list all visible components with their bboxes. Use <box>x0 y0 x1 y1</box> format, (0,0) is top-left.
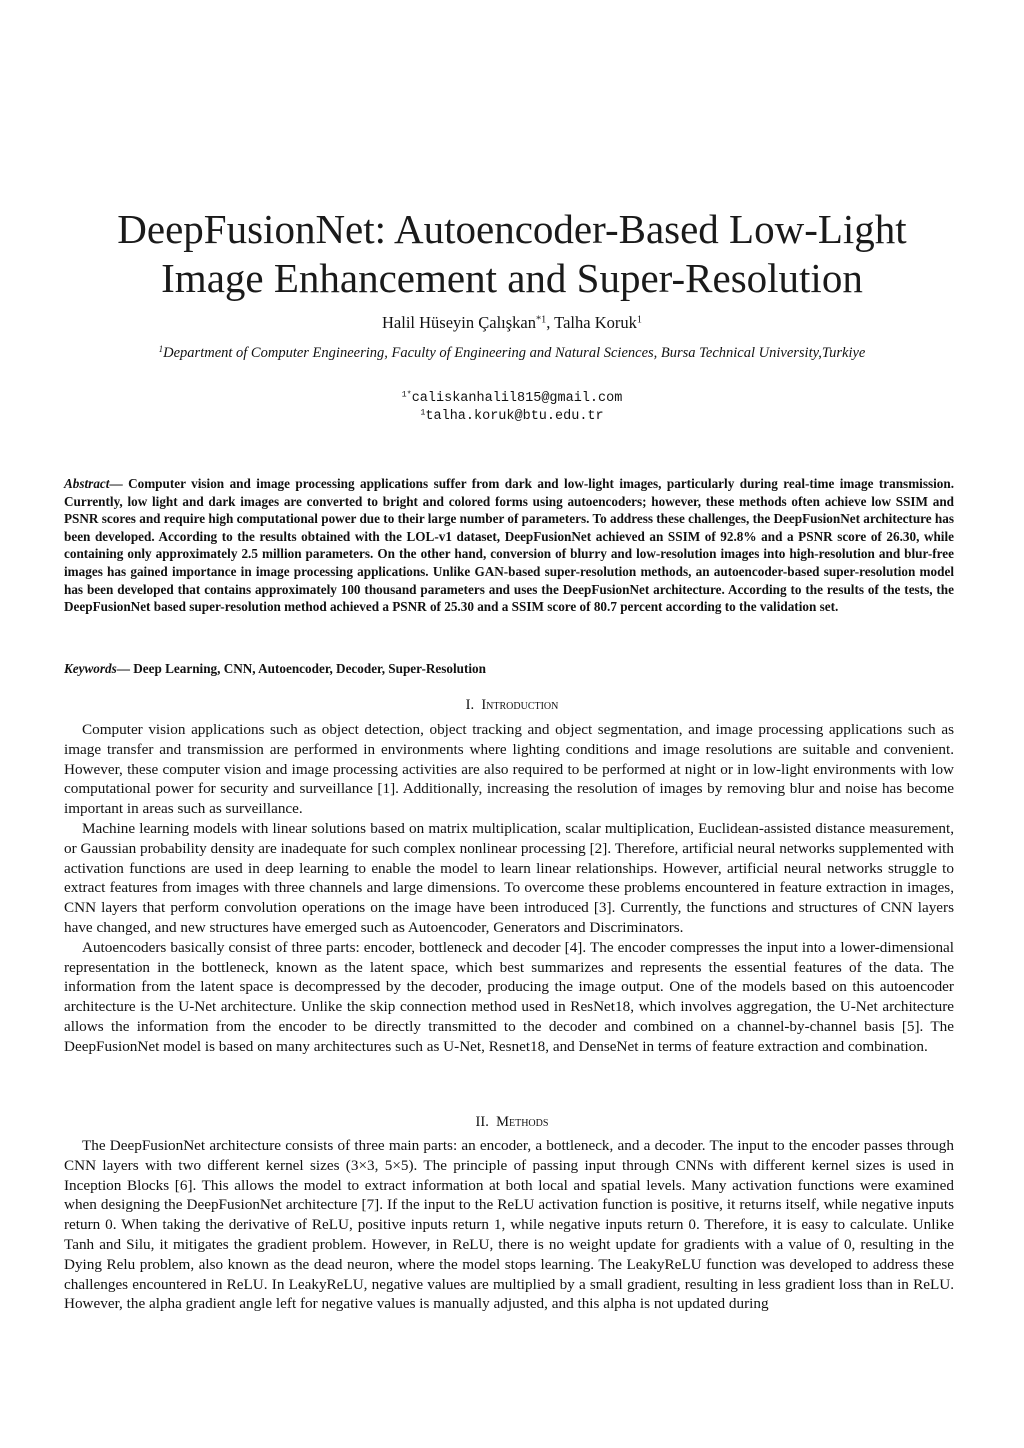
abstract <box>64 475 954 616</box>
email-address: talha.koruk@btu.edu.tr <box>425 409 604 424</box>
email-line <box>0 390 1024 408</box>
abstract-dash: — <box>109 476 129 491</box>
paragraph: The DeepFusionNet architecture consists of three main parts: an encoder, a bottleneck, and a decoder. The input to the encoder passes through CNN layers with two different kernel sizes (3×3, 5×5). The principle of passing input through CNNs with different kernel sizes is used in Inception Blocks [6]. This allows the model to extract information at both local and spatial levels. Many activation functions were examined when designing the DeepFusionNet architecture [7]. If the input to the ReLU activation function is positive, it returns itself, while negative inputs return 0. When taking the derivative of ReLU, positive inputs return 1, while negative inputs return 0. Therefore, it is easy to calculate. Unlike Tanh and Silu, it mitigates the gradient problem. However, in ReLU, there is no weight update for gradients with a value of 0, resulting in the Dying Relu problem, also known as the dead neuron, where the model stops learning. The LeakyReLU function was developed to address these challenges encountered in ReLU. In LeakyReLU, negative values are multiplied by a small gradient, resulting in less gradient loss than in ReLU. However, the alpha gradient angle left for negative values is manually adjusted, and this alpha is not updated during <box>64 1137 954 1313</box>
affiliation-superscript: 1 <box>158 344 164 355</box>
author-superscript: *1 <box>536 314 547 326</box>
author-separator: , <box>546 313 555 332</box>
email-list <box>0 390 1024 426</box>
section-title: Introduction <box>481 697 559 713</box>
title-line-2: Image Enhancement and Super-Resolution <box>161 255 863 301</box>
section-heading-introduction <box>0 696 1024 714</box>
author-name: Halil Hüseyin Çalışkan <box>382 313 536 332</box>
author-superscript: 1 <box>636 314 642 326</box>
keywords-dash: — <box>116 661 134 676</box>
methods-body <box>64 1136 954 1314</box>
email-superscript: 1* <box>401 389 412 400</box>
email-address: caliskanhalil815@gmail.com <box>411 391 623 406</box>
paper-title <box>40 205 984 303</box>
title-line-1: DeepFusionNet: Autoencoder-Based Low-Light <box>117 206 907 252</box>
affiliation <box>40 344 984 362</box>
paragraph: Machine learning models with linear solutions based on matrix multiplication, scalar multiplication, Euclidean-assisted distance measurement, or Gaussian probability density are inadequate for such complex nonlinear processing [2]. Therefore, artificial neural networks supplemented with activation functions are used in deep learning to enable the model to learn linear relationships. However, artificial neural networks struggle to extract features from images with three channels and large dimensions. To overcome these problems encountered in feature extraction in images, CNN layers that perform convolution operations on the image have been introduced [3]. Currently, the functions and structures of CNN layers have changed, and new structures have emerged such as Autoencoder, Generators and Discriminators. <box>64 819 954 936</box>
email-superscript: 1 <box>420 407 426 418</box>
section-heading-methods <box>0 1113 1024 1131</box>
keywords-text: Deep Learning, CNN, Autoencoder, Decoder, Super-Resolution <box>133 661 486 676</box>
introduction-body <box>64 720 954 1057</box>
abstract-label: Abstract <box>64 476 110 491</box>
keywords <box>64 660 954 678</box>
keywords-label: Keywords <box>64 661 117 676</box>
section-number: I. <box>465 697 475 713</box>
paragraph: Autoencoders basically consist of three parts: encoder, bottleneck and decoder [4]. The encoder compresses the input into a lower-dimensional representation in the bottleneck, known as the latent space, which best summarizes and represents the essential features of the data. The information from the latent space is decompressed by the decoder, producing the image output. One of the models based on this autoencoder architecture is the U-Net architecture. Unlike the skip connection method used in ResNet18, which involves aggregation, the U-Net architecture allows the information from the encoder to be directly transmitted to the decoder and combined on a channel-by-channel basis [5]. The DeepFusionNet model is based on many architectures such as U-Net, Resnet18, and DenseNet in terms of feature extraction and combination. <box>64 938 954 1055</box>
abstract-text: Computer vision and image processing applications suffer from dark and low-light images, particularly during real-time image transmission. Currently, low light and dark images are converted to bright and colored forms using autoencoders; however, these methods often achieve low SSIM and PSNR scores and require high computational power due to their large number of parameters. To address these challenges, the DeepFusionNet architecture has been developed. According to the results obtained with the LOL-v1 dataset, DeepFusionNet achieved an SSIM of 92.8% and a PSNR score of 26.30, while containing only approximately 2.5 million parameters. On the other hand, conversion of blurry and low-resolution images into high-resolution and blur-free images has gained importance in image processing applications. Unlike GAN-based super-resolution methods, an autoencoder-based super-resolution model has been developed that contains approximately 100 thousand parameters and uses the DeepFusionNet architecture. According to the results of the tests, the DeepFusionNet based super-resolution method achieved a PSNR of 25.30 and a SSIM score of 80.7 percent according to the validation set. <box>64 476 954 615</box>
email-line <box>0 408 1024 426</box>
author-name: Talha Koruk <box>554 313 637 332</box>
author-list <box>0 313 1024 333</box>
affiliation-text: Department of Computer Engineering, Faculty of Engineering and Natural Sciences, Bursa Technical University,Turkiye <box>163 345 866 361</box>
section-title: Methods <box>496 1114 549 1130</box>
section-number: II. <box>475 1114 489 1130</box>
paragraph: Computer vision applications such as object detection, object tracking and object segmentation, and image processing applications such as image transfer and transmission are performed in environments where lighting conditions and image resolutions are suitable and convenient. However, these computer vision and image processing activities are also required to be performed at night or in low-light environments with low computational power for security and surveillance [1]. Additionally, increasing the resolution of images by removing blur and noise has become important in areas such as surveillance. <box>64 721 954 818</box>
